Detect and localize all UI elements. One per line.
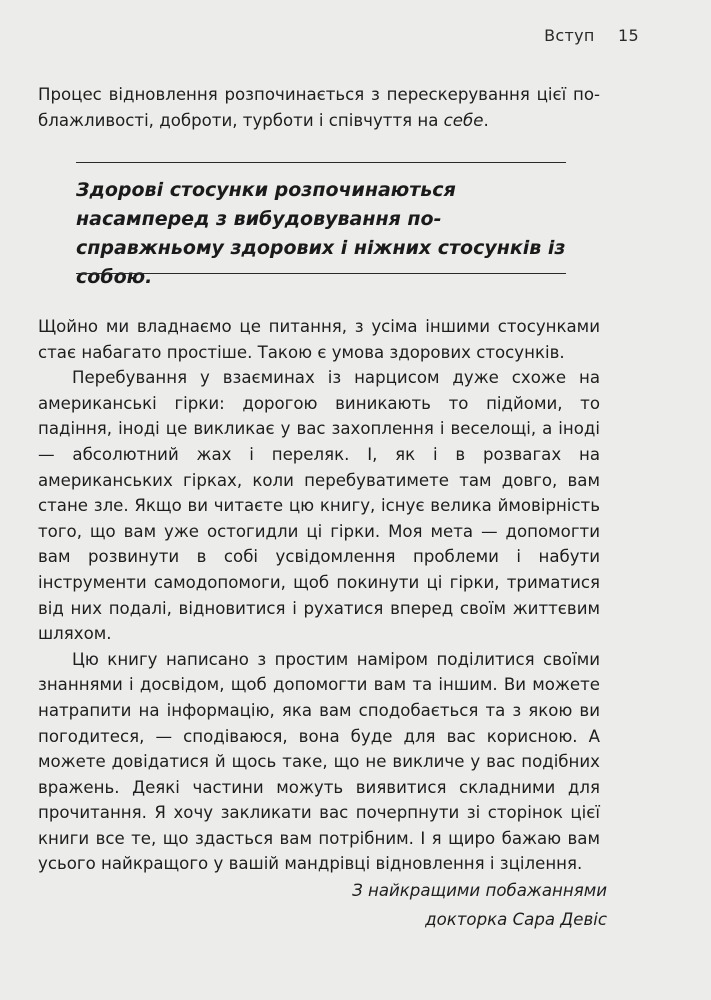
paragraph: Щойно ми владнаємо це питання, з усіма іншими стосунками стає набагато простіше. Такою є умова здорових стосунків. xyxy=(38,317,600,362)
chapter-title: Вступ xyxy=(544,26,595,45)
intro-paragraph xyxy=(38,82,600,133)
body-text xyxy=(38,314,600,877)
pullquote-rule-top xyxy=(76,162,566,163)
intro-emphasis: себе xyxy=(443,110,484,130)
pullquote-rule-bottom xyxy=(76,273,566,274)
signoff-greeting: З найкращими побажаннями xyxy=(352,881,607,900)
signoff-author: докторка Сара Девіс xyxy=(425,910,607,929)
paragraph: Перебування у взаєминах із нарцисом дуже схоже на американські гірки: дорогою виникають то підйоми, то падіння, іноді це викликає у вас захоплення і веселощі, а іноді — абсолютний жах і переляк. І, як і в розвагах на американських гірках, коли перебуватимете там довго, вам стане зле. Якщо ви читаєте цю книгу, існує велика ймовірність того, що вам уже остогидли ці гірки. Моя мета — допомогти вам розвинути в собі усвідомлення проблеми і набути інструменти самодопомоги, щоб покинути ці гірки, триматися від них подалі, відновитися і рухатися вперед своїм життєвим шляхом. xyxy=(38,368,600,644)
page-number: 15 xyxy=(618,26,639,45)
signoff xyxy=(352,876,607,934)
intro-text-before: Процес відновлення розпочинається з перескерування цієї поблажливості, доброти, турботи і співчуття на xyxy=(38,85,600,130)
running-head xyxy=(544,26,639,45)
pullquote: Здорові стосунки розпочинаються насамперед з вибудовування по-справжньому здорових і ніжних стосунків із собою. xyxy=(76,179,566,288)
paragraph: Цю книгу написано з простим наміром поділитися своїми знаннями і досвідом, щоб допомогти вам та іншим. Ви можете натрапити на інформацію, яка вам сподобається та з якою ви погодитеся, — сподіваюся, вона буде для вас корисною. А можете довідатися й щось таке, що не викличе у вас подібних вражень. Деякі частини можуть виявитися складними для прочитання. Я хочу закликати вас почерпнути зі сторінок цієї книги все те, що здасться вам потрібним. І я щиро бажаю вам усього найкращого у вашій мандрівці відновлення і зцілення. xyxy=(38,649,600,874)
intro-text-after: . xyxy=(483,110,489,130)
